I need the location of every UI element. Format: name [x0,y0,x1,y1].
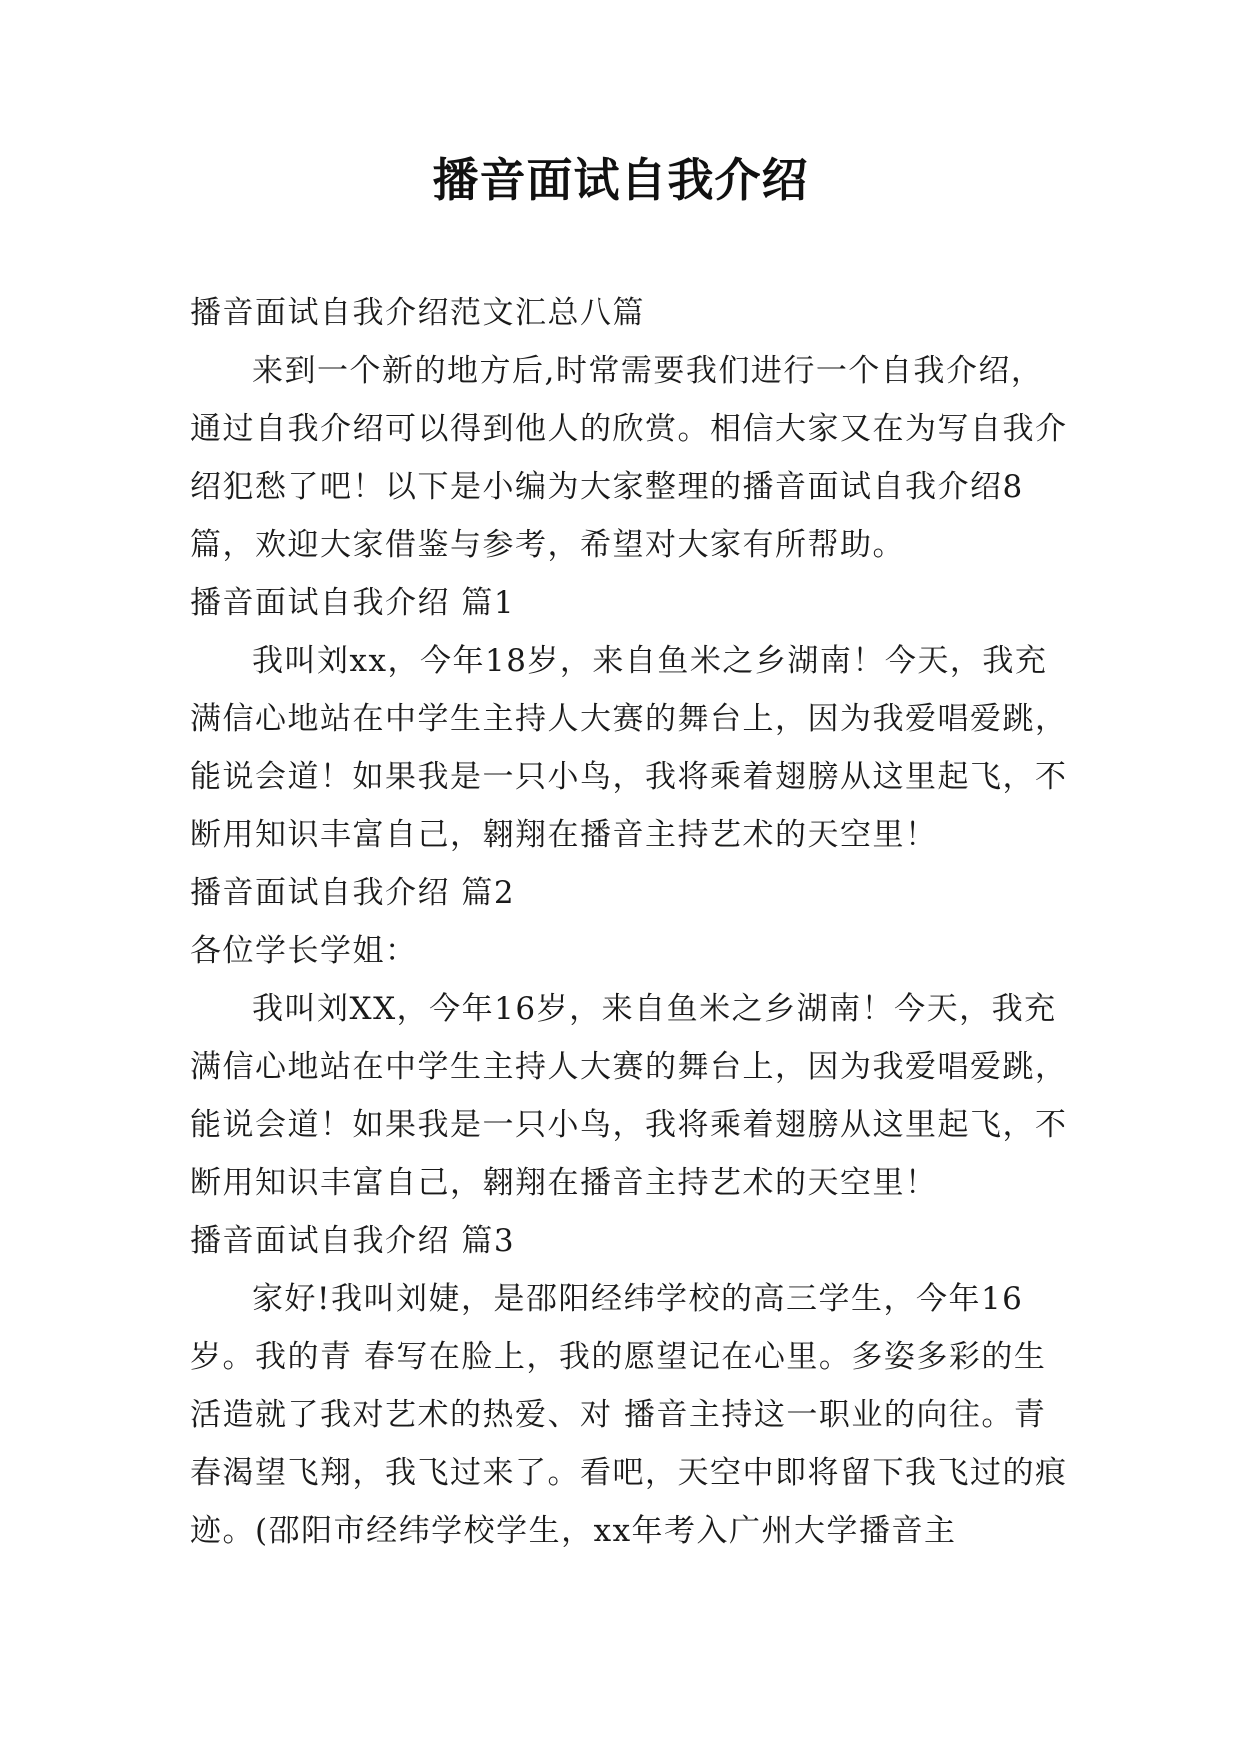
section-heading-2: 播音面试自我介绍 篇2 [190,875,516,911]
section-heading-1: 播音面试自我介绍 篇1 [190,585,516,621]
document-subtitle: 播音面试自我介绍范文汇总八篇 [190,295,645,331]
document-body [190,284,1070,1560]
section-3-paragraph: 家好!我叫刘婕，是邵阳经纬学校的高三学生，今年16岁。我的青 春写在脸上，我的愿望记在心里。多姿多彩的生活造就了我对艺术的热爱、对 播音主持这一职业的向往。青春渴望飞翔，我飞过来了。看吧，天空中即将留下我飞过的痕迹。(邵阳市经纬学校学生，xx年考入广州大学播音主 [190,1281,1068,1549]
section-1-paragraph: 我叫刘xx，今年18岁，来自鱼米之乡湖南！今天，我充满信心地站在中学生主持人大赛的舞台上，因为我爱唱爱跳，能说会道！如果我是一只小鸟，我将乘着翅膀从这里起飞，不断用知识丰富自己，翱翔在播音主持艺术的天空里！ [190,643,1068,853]
section-heading-3: 播音面试自我介绍 篇3 [190,1223,516,1259]
section-2-greeting: 各位学长学姐： [190,933,418,969]
document-title: 播音面试自我介绍 [432,153,809,207]
section-2-paragraph: 我叫刘XX，今年16岁，来自鱼米之乡湖南！今天，我充满信心地站在中学生主持人大赛的舞台上，因为我爱唱爱跳，能说会道！如果我是一只小鸟，我将乘着翅膀从这里起飞，不断用知识丰富自己，翱翔在播音主持艺术的天空里！ [190,991,1068,1201]
intro-paragraph: 来到一个新的地方后,时常需要我们进行一个自我介绍，通过自我介绍可以得到他人的欣赏。相信大家又在为写自我介绍犯愁了吧！以下是小编为大家整理的播音面试自我介绍8篇，欢迎大家借鉴与参考，希望对大家有所帮助。 [190,353,1068,563]
